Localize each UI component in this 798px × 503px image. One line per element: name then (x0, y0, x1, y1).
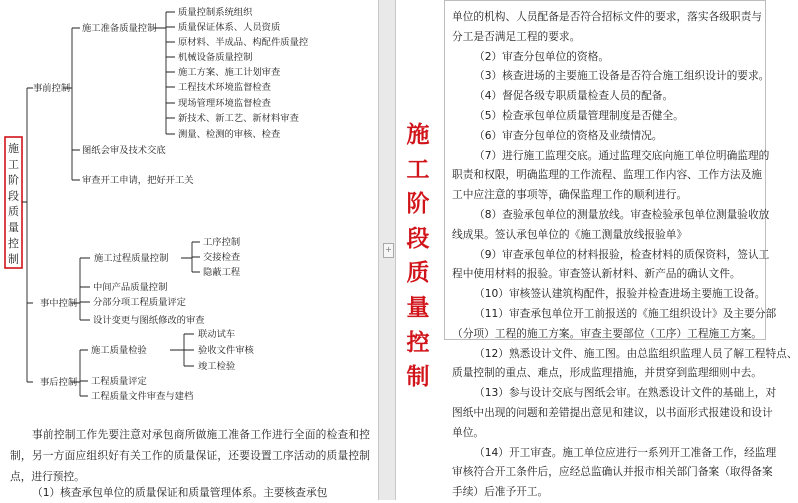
acceptance-item: 联动试车 (198, 329, 236, 340)
drawings-review-label: 图纸会审及技术交底 (82, 145, 166, 156)
title-char: 制 (406, 364, 430, 391)
body-line: （4）督促各级专职质量检查人员的配备。 (474, 89, 674, 103)
prep-item: 原材料、半成品、构配件质量控 (178, 37, 309, 48)
prep-item: 质量控制系统组织 (178, 7, 253, 18)
prep-item: 机械设备质量控制 (178, 52, 253, 63)
root-char: 工 (8, 157, 19, 171)
title-char: 控 (406, 329, 430, 356)
title-char: 工 (406, 156, 430, 183)
body-line: （11）审查承包单位开工前报送的《施工组织设计》及主要分部 (474, 307, 777, 320)
acceptance-label: 施工质量检验 (91, 345, 147, 356)
root-char: 量 (8, 221, 19, 234)
process-item: 隐蔽工程 (203, 267, 241, 278)
mid-item: 分部分项工程质量评定 (93, 297, 186, 308)
body-line: （6）审查分包单位的资格及业绩情况。 (474, 128, 663, 142)
start-review-label: 审查开工申请，把好开工关 (82, 175, 194, 186)
post-item: 工程质量文件审查与建档 (91, 391, 194, 402)
expand-tab[interactable]: + (383, 243, 394, 258)
prep-item: 工程技术环境监督检查 (178, 82, 271, 93)
body-line: 分工是否满足工程的要求。 (452, 29, 581, 43)
prep-item: 新技术、新工艺、新材料审查 (178, 113, 299, 124)
body-line: （8）查验承包单位的测量放线。审查检验承包单位测量验收放 (474, 208, 770, 221)
body-line: （分项）工程的施工方案。审查主要部位（工序）工程施工方案。 (452, 326, 762, 340)
body-line: 单位的机构、人员配备是否符合招标文件的要求，落实各级职责与 (452, 10, 762, 23)
body-line: （10）审核签认建筑构配件，报验并检查进场主要施工设备。 (474, 287, 766, 301)
post-item: 工程质量评定 (91, 376, 147, 387)
root-char: 阶 (8, 173, 19, 187)
body-line: （12）熟悉设计文件、施工图。由总监组织监理人员了解工程特点、 (474, 346, 798, 360)
mid-item: 中间产品质量控制 (93, 282, 168, 293)
prep-item: 测量、检测的审核、检查 (178, 129, 281, 140)
section-title (404, 118, 432, 395)
prep-item: 质量保证体系、人员资质 (178, 22, 281, 33)
item-1-paragraph: （1）核查承包单位的质量保证和质量管理体系。主要核查承包 (32, 486, 328, 499)
body-line: （2）审查分包单位的资格。 (474, 49, 610, 63)
body-line: 单位。 (452, 425, 485, 439)
title-char: 质 (406, 260, 430, 287)
body-line: （3）核查进场的主要施工设备是否符合施工组织设计的要求。 (474, 69, 770, 83)
title-char: 段 (406, 225, 430, 252)
process-quality-label: 施工过程质量控制 (94, 253, 169, 264)
body-line: 程中使用材料的报验。审查签认新材料、新产品的确认文件。 (452, 267, 741, 281)
body-line: （14）开工审查。施工单位应进行一系列开工准备工作，经监理 (474, 445, 777, 459)
title-char: 量 (406, 294, 430, 321)
body-line: （5）检查承包单位质量管理制度是否健全。 (474, 109, 684, 122)
mid-item: 设计变更与图纸修改的审查 (93, 315, 205, 326)
body-line: 职责和权限，明确监理的工作流程、监理工作内容、工作方法及施 (452, 168, 762, 182)
body-line: （9）审查承包单位的材料报验，检查材料的质保资料，签认工 (474, 247, 770, 261)
title-char: 施 (406, 122, 430, 148)
body-line: （13）参与设计交底与图纸会审。在熟悉设计文件的基础上，对 (474, 386, 777, 400)
prep-quality-label: 施工准备质量控制 (82, 23, 157, 34)
root-char: 制 (8, 252, 19, 266)
intro-paragraph: 事前控制工作先要注意对承包商所做施工准备工作进行全面的检查和控制，另一方面应组织好有关工作的质量保证，还要设置工序活动的质量控制点，进行预控。 (10, 428, 370, 483)
body-line: （7）进行施工监理交底。通过监理交底向施工单位明确监理的 (474, 148, 770, 162)
quality-control-tree-diagram (0, 0, 378, 420)
root-char: 施 (8, 142, 19, 155)
acceptance-item: 竣工检验 (198, 361, 236, 372)
process-item: 交接检查 (203, 252, 241, 263)
post-control-label: 事后控制 (40, 377, 78, 388)
body-line: 质量控制的重点、难点，形成监理措施，并贯穿到监理细则中去。 (452, 366, 762, 380)
prep-item: 现场管理环境监督检查 (178, 98, 271, 109)
mid-control-label: 事中控制 (40, 298, 78, 309)
root-char: 段 (8, 189, 19, 203)
body-line: 审核符合开工条件后，应经总监确认并报市相关部门备案（取得备案 (452, 465, 773, 479)
root-char: 控 (8, 236, 19, 250)
left-page (0, 0, 378, 500)
body-line: 线成果。签认承包单位的《施工测量放线报验单》 (452, 227, 688, 241)
title-char: 阶 (406, 191, 430, 218)
page-gutter (378, 0, 396, 500)
body-line: 手续）后准予开工。 (452, 485, 549, 499)
process-item: 工序控制 (203, 237, 241, 248)
pre-control-label: 事前控制 (33, 83, 71, 94)
body-line: 图纸中出现的问题和差错提出意见和建议，以书面形式报建设和设计 (452, 406, 773, 419)
prep-item: 施工方案、施工计划审查 (178, 67, 281, 78)
acceptance-item: 验收文件审核 (198, 345, 254, 356)
root-char: 质 (8, 205, 19, 219)
body-line: 工中应注意的事项等，确保监理工作的顺利进行。 (452, 188, 688, 202)
